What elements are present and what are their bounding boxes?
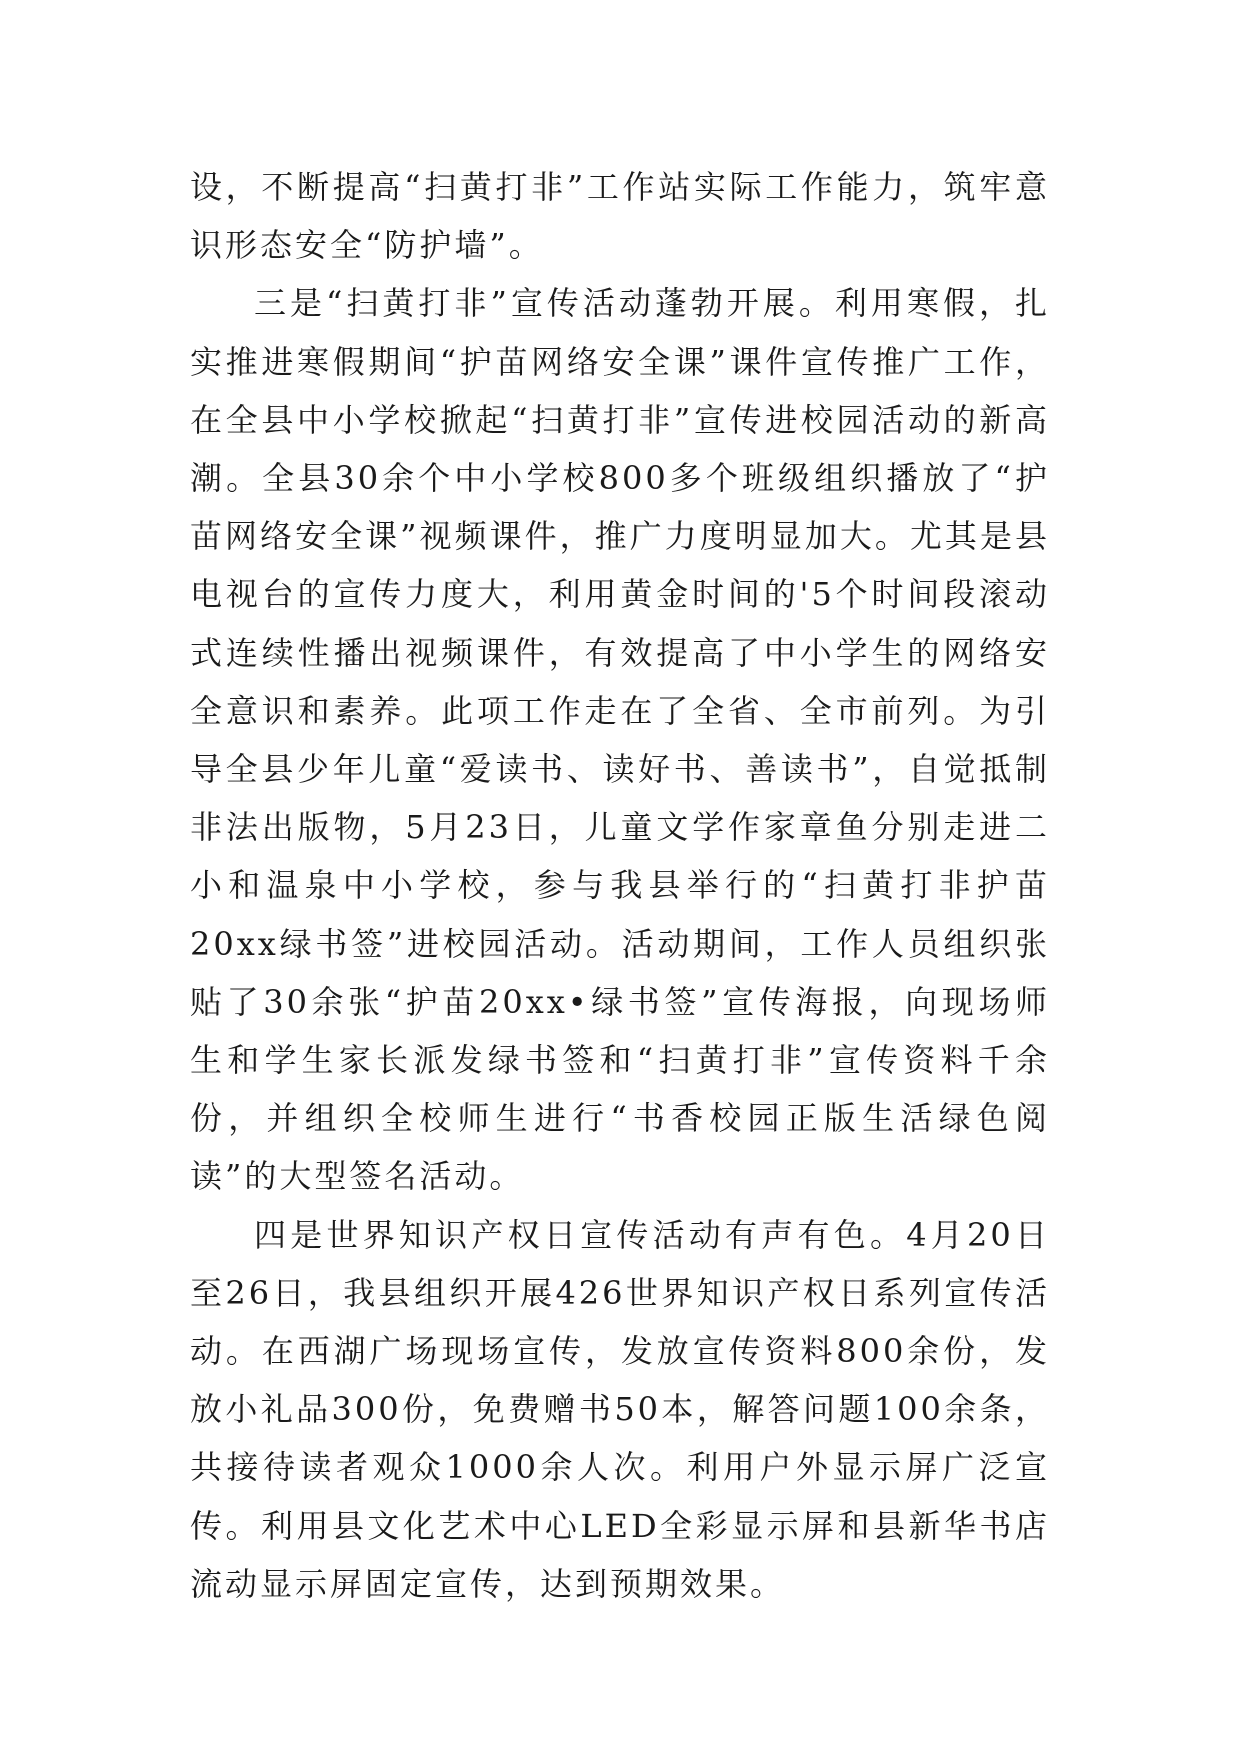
paragraph-point-three: 三是“扫黄打非”宣传活动蓬勃开展。利用寒假，扎实推进寒假期间“护苗网络安全课”课件宣传推广工作，在全县中小学校掀起“扫黄打非”宣传进校园活动的新高潮。全县30余个中小学校800多个班级组织播放了“护苗网络安全课”视频课件，推广力度明显加大。尤其是县电视台的宣传力度大，利用黄金时间的'5个时间段滚动式连续性播出视频课件，有效提高了中小学生的网络安全意识和素养。此项工作走在了全省、全市前列。为引导全县少年儿童“爱读书、读好书、善读书”，自觉抵制非法出版物，5月23日，儿童文学作家章鱼分别走进二小和温泉中小学校，参与我县举行的“扫黄打非护苗20xx绿书签”进校园活动。活动期间，工作人员组织张贴了30余张“护苗20xx•绿书签”宣传海报，向现场师生和学生家长派发绿书签和“扫黄打非”宣传资料千余份，并组织全校师生进行“书香校园正版生活绿色阅读”的大型签名活动。 xyxy=(190,284,1050,1196)
paragraph-point-four: 四是世界知识产权日宣传活动有声有色。4月20日至26日，我县组织开展426世界知识产权日系列宣传活动。在西湖广场现场宣传，发放宣传资料800余份，发放小礼品300份，免费赠书50本，解答问题100余条，共接待读者观众1000余人次。利用户外显示屏广泛宣传。利用县文化艺术中心LED全彩显示屏和县新华书店流动显示屏固定宣传，达到预期效果。 xyxy=(190,1215,1050,1603)
paragraph-continuation: 设，不断提高“扫黄打非”工作站实际工作能力，筑牢意识形态安全“防护墙”。 xyxy=(190,168,1050,265)
document-body xyxy=(190,158,1050,1613)
